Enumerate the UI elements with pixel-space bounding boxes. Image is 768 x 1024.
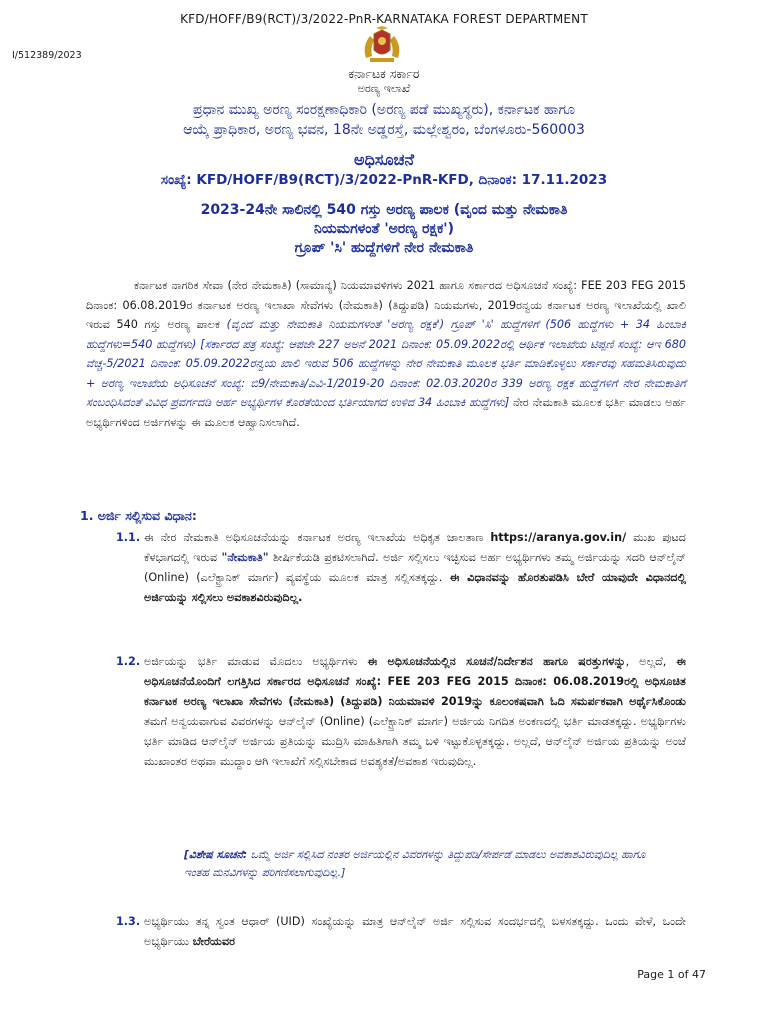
- intro-paragraph: [86, 276, 686, 432]
- notification-title: ಅಧಿಸೂಚನೆ: [353, 150, 415, 169]
- item-1-1: [116, 528, 686, 608]
- item-1-2-text-a: ಅರ್ಜಿಯನ್ನು ಭರ್ತಿ ಮಾಡುವ ಮೊದಲು ಅಭ್ಯರ್ಥಿಗಳು: [144, 655, 368, 668]
- subject-line-2: ನಿಯಮಗಳಂತೆ 'ಅರಣ್ಯ ರಕ್ಷಕ'): [314, 221, 454, 237]
- item-1-1-text-a: ಈ ನೇರ ನೇಮಕಾತಿ ಅಧಿಸೂಚನೆಯನ್ನು ಕರ್ನಾಟಕ ಅರಣ್ಯ ಇಲಾಖೆಯ ಅಧಿಕೃತ ಜಾಲತಾಣ: [144, 531, 491, 544]
- item-1-1-text-c: ಶೀರ್ಷಿಕೆಯಡಿ ಪ್ರಕಟಿಸಲಾಗಿದೆ. ಅರ್ಜಿ ಸಲ್ಲಿಸಲು ಇಚ್ಛಿಸುವ ಅರ್ಹ ಅಭ್ಯರ್ಥಿಗಳು ತಮ್ಮ ಅರ್ಜಿಯನ್ನು ಸದರಿ ಆನ್‌ಲೈನ್ (Online) (ಎಲೆಕ್ಟ್ರಾನಿಕ್ ಮಾರ್ಗ) ವ್ಯವಸ್ಥೆಯ ಮೂಲಕ ಮಾತ್ರ ಸಲ್ಲಿಸತಕ್ಕದ್ದು.: [144, 551, 686, 584]
- reference-number: I/512389/2023: [12, 50, 82, 61]
- department-name: ಅರಣ್ಯ ಇಲಾಖೆ: [357, 82, 411, 95]
- document-code-header: KFD/HOFF/B9(RCT)/3/2022-PnR-KARNATAKA FOREST DEPARTMENT: [180, 12, 588, 26]
- subject-line-1: 2023-24ನೇ ಸಾಲಿನಲ್ಲಿ 540 ಗಸ್ತು ಅರಣ್ಯ ಪಾಲಕ (ವೃಂದ ಮತ್ತು ನೇಮಕಾತಿ: [200, 202, 568, 218]
- item-1-2-bold-1: ಈ ಅಧಿಸೂಚನೆಯಲ್ಲಿನ ಸೂಚನೆ/ನಿರ್ದೇಶನ ಹಾಗೂ ಷರತ್ತುಗಳನ್ನು: [367, 655, 626, 668]
- government-name: ಕರ್ನಾಟಕ ಸರ್ಕಾರ: [348, 66, 420, 81]
- office-address: [0, 100, 768, 140]
- intro-part-3: ನೇರ ನೇಮಕಾತಿ ಮೂಲಕ ಭರ್ತಿ ಮಾಡಲು ಅರ್ಹ ಅಭ್ಯರ್ಥಿಗಳಿಂದ ಅರ್ಜಿಗಳನ್ನು ಈ ಮೂಲಕ ಆಹ್ವಾನಿಸಲಾಗಿದೆ.: [86, 396, 686, 429]
- item-1-2-bold-2: ಈ ಅಧಿಸೂಚನೆಯೊಂದಿಗೆ ಲಗತ್ತಿಸಿದ ಸರ್ಕಾರದ ಅಧಿಸೂಚನೆ ಸಂಖ್ಯೆ: FEE 203 FEG 2015 ದಿನಾಂಕ: 06.08.2019ರಲ್ಲಿ ಅಧಿಸೂಚಿತ ಕರ್ನಾಟಕ ಅರಣ್ಯ ಇಲಾಖಾ ಸೇವೆಗಳು (ನೇಮಕಾತಿ) (ತಿದ್ದುಪಡಿ) ನಿಯಮಾವಳಿ 2019ನ್ನು ಕೂಲಂಕಷವಾಗಿ ಓದಿ ಸಮರ್ಪಕವಾಗಿ ಅರ್ಥೈಸಿಕೊಂಡು: [144, 655, 687, 708]
- notification-subject: [0, 201, 768, 258]
- item-1-1-bold-term: "ನೇಮಕಾತಿ": [221, 551, 269, 564]
- item-1-3: [116, 912, 686, 952]
- intro-part-2-italic: (ವೃಂದ ಮತ್ತು ನೇಮಕಾತಿ ನಿಯಮಗಳಂತೆ 'ಅರಣ್ಯ ರಕ್ಷಕ') ಗ್ರೂಪ್ 'ಸಿ' ಹುದ್ದೆಗಳಿಗೆ (506 ಹುದ್ದೆಗಳು + 34 ಹಿಂಬಾಕಿ ಹುದ್ದೆಗಳು=540 ಹುದ್ದೆಗಳು) [ಸರ್ಕಾರದ ಪತ್ರ ಸಂಖ್ಯೆ: ಆಪಜೇ 227 ಅಅನೆ 2021 ದಿನಾಂಕ: 05.09.2022ರಲ್ಲಿ ಆರ್ಥಿಕ ಇಲಾಖೆಯ ಟಿಪ್ಪಣಿ ಸಂಖ್ಯೆ: ಆಇ 680 ವೆಚ್ಚ-5/2021 ದಿನಾಂಕ: 05.09.2022ರನ್ವಯ ಖಾಲಿ ಇರುವ 506 ಹುದ್ದೆಗಳನ್ನು ನೇರ ನೇಮಕಾತಿ ಮೂಲಕ ಭರ್ತಿ ಮಾಡಿಕೊಳ್ಳಲು ಸರ್ಕಾರವು ಸಹಮತಿಸಿರುವುದು + ಅರಣ್ಯ ಇಲಾಖೆಯ ಅಧಿಸೂಚನೆ ಸಂಖ್ಯೆ: ಬಿ9/ನೇಮಕಾತಿ/ಎವಿ-1/2019-20 ದಿನಾಂಕ: 02.03.2020ರ 339 ಅರಣ್ಯ ರಕ್ಷಕ ಹುದ್ದೆಗಳಿಗೆ ನೇರ ನೇಮಕಾತಿಗೆ ಸಂಬಂಧಿಸಿದಂತೆ ವಿವಿಧ ಪ್ರವರ್ಗದಡಿ ಅರ್ಹ ಅಭ್ಯರ್ಥಿಗಳ ಕೊರತೆಯಿಂದ ಭರ್ತಿಯಾಗದ ಉಳಿದ 34 ಹಿಂಬಾಕಿ ಹುದ್ದೆಗಳು]: [86, 318, 686, 409]
- item-1-1-text-b: ಮುಖ ಪುಟದ ಕೆಳಭಾಗದಲ್ಲಿ ಇರುವ: [144, 531, 687, 564]
- item-1-2-number: 1.2.: [116, 655, 141, 668]
- section-1-heading: 1. ಅರ್ಜಿ ಸಲ್ಲಿಸುವ ವಿಧಾನ:: [80, 508, 197, 523]
- item-1-3-number: 1.3.: [116, 915, 141, 928]
- item-1-3-bold: ಬೇರೆಯವರ: [192, 935, 236, 948]
- item-1-2: [116, 652, 686, 772]
- item-1-1-bold-end: ಈ ವಿಧಾನವನ್ನು ಹೊರತುಪಡಿಸಿ ಬೇರೆ ಯಾವುದೇ ವಿಧಾನದಲ್ಲಿ ಅರ್ಜಿಯನ್ನು ಸಲ್ಲಿಸಲು ಅವಕಾಶವಿರುವುದಿಲ್ಲ.: [144, 571, 686, 604]
- page-number: Page 1 of 47: [637, 968, 706, 981]
- item-1-3-text-a: ಅಭ್ಯರ್ಥಿಯು ತನ್ನ ಸ್ವಂತ ಆಧಾರ್ (UID) ಸಂಖ್ಯೆಯನ್ನು ಮಾತ್ರ ಆನ್‌ಲೈನ್ ಅರ್ಜಿ ಸಲ್ಲಿಸುವ ಸಂದರ್ಭದಲ್ಲಿ ಬಳಸತಕ್ಕದ್ದು. ಒಂದು ವೇಳೆ, ಒಂದೇ ಅಭ್ಯರ್ಥಿಯು: [144, 915, 686, 948]
- item-1-2-text-c: ತಮಗೆ ಅನ್ವಯವಾಗುವ ವಿವರಗಳನ್ನು ಆನ್‌ಲೈನ್ (Online) (ಎಲೆಕ್ಟ್ರಾನಿಕ್ ಮಾರ್ಗ) ಅರ್ಜಿಯ ನಿಗದಿತ ಅಂಕಣದಲ್ಲಿ ಭರ್ತಿ ಮಾಡತಕ್ಕದ್ದು. ಅಭ್ಯರ್ಥಿಗಳು ಭರ್ತಿ ಮಾಡಿದ ಆನ್‌ಲೈನ್ ಅರ್ಜಿಯ ಪ್ರತಿಯನ್ನು ಮುದ್ರಿಸಿ ಮಾಹಿತಿಗಾಗಿ ತಮ್ಮ ಬಳಿ ಇಟ್ಟುಕೊಳ್ಳತಕ್ಕದ್ದು. ಅಲ್ಲದೆ, ಆನ್‌ಲೈನ್ ಅರ್ಜಿಯ ಪ್ರತಿಯನ್ನು ಅಂಚೆ ಮುಖಾಂತರ ಅಥವಾ ಮುದ್ದಾಂ ಆಗಿ ಇಲಾಖೆಗೆ ಸಲ್ಲಿಸಬೇಕಾದ ಅವಶ್ಯಕತೆ/ಅವಕಾಶ ಇರುವುದಿಲ್ಲ.: [144, 715, 686, 768]
- aranya-website-link[interactable]: https://aranya.gov.in/: [490, 531, 627, 544]
- subject-line-3: ಗ್ರೂಪ್ 'ಸಿ' ಹುದ್ದೆಗಳಿಗೆ ನೇರ ನೇಮಕಾತಿ: [294, 240, 474, 256]
- intro-part-1: ಕರ್ನಾಟಕ ನಾಗರಿಕ ಸೇವಾ (ನೇರ ನೇಮಕಾತಿ) (ಸಾಮಾನ್ಯ) ನಿಯಮಾವಳಿಗಳು 2021 ಹಾಗೂ ಸರ್ಕಾರದ ಅಧಿಸೂಚನೆ ಸಂಖ್ಯೆ: FEE 203 FEG 2015 ದಿನಾಂಕ: 06.08.2019ರ ಕರ್ನಾಟಕ ಅರಣ್ಯ ಇಲಾಖಾ ಸೇವೆಗಳು (ನೇಮಕಾತಿ) (ತಿದ್ದುಪಡಿ) ನಿಯಮಗಳು, 2019ರನ್ವಯ ಕರ್ನಾಟಕ ಅರಣ್ಯ ಇಲಾಖೆಯಲ್ಲಿ ಖಾಲಿ ಇರುವ 540 ಗಸ್ತು ಅರಣ್ಯ ಪಾಲಕ: [86, 279, 686, 331]
- item-1-1-number: 1.1.: [116, 531, 141, 544]
- office-line-1: ಪ್ರಧಾನ ಮುಖ್ಯ ಅರಣ್ಯ ಸಂರಕ್ಷಣಾಧಿಕಾರಿ (ಅರಣ್ಯ ಪಡೆ ಮುಖ್ಯಸ್ಥರು), ಕರ್ನಾಟಕ ಹಾಗೂ: [192, 102, 575, 118]
- special-note: [184, 846, 654, 882]
- karnataka-emblem-icon: [356, 26, 408, 66]
- office-line-2: ಆಯ್ಕೆ ಪ್ರಾಧಿಕಾರ, ಅರಣ್ಯ ಭವನ, 18ನೇ ಅಡ್ಡರಸ್ತೆ, ಮಲ್ಲೇಶ್ವರಂ, ಬೆಂಗಳೂರು-560003: [183, 122, 585, 138]
- special-note-text: ಒಮ್ಮೆ ಅರ್ಜಿ ಸಲ್ಲಿಸಿದ ನಂತರ ಅರ್ಜಿಯಲ್ಲಿನ ವಿವರಗಳನ್ನು ತಿದ್ದುಪಡಿ/ಸೇರ್ಪಡೆ ಮಾಡಲು ಅವಕಾಶವಿರುವುದಿಲ್ಲ ಹಾಗೂ ಇಂತಹ ಮನವಿಗಳನ್ನು ಪರಿಗಣಿಸಲಾಗುವುದಿಲ್ಲ.]: [184, 848, 646, 879]
- item-1-2-text-b: , ಅಲ್ಲದೆ,: [625, 655, 677, 668]
- notification-reference: ಸಂಖ್ಯೆ: KFD/HOFF/B9(RCT)/3/2022-PnR-KFD, ದಿನಾಂಕ: 17.11.2023: [160, 172, 608, 188]
- special-note-label: [ವಿಶೇಷ ಸೂಚನೆ:: [184, 848, 248, 861]
